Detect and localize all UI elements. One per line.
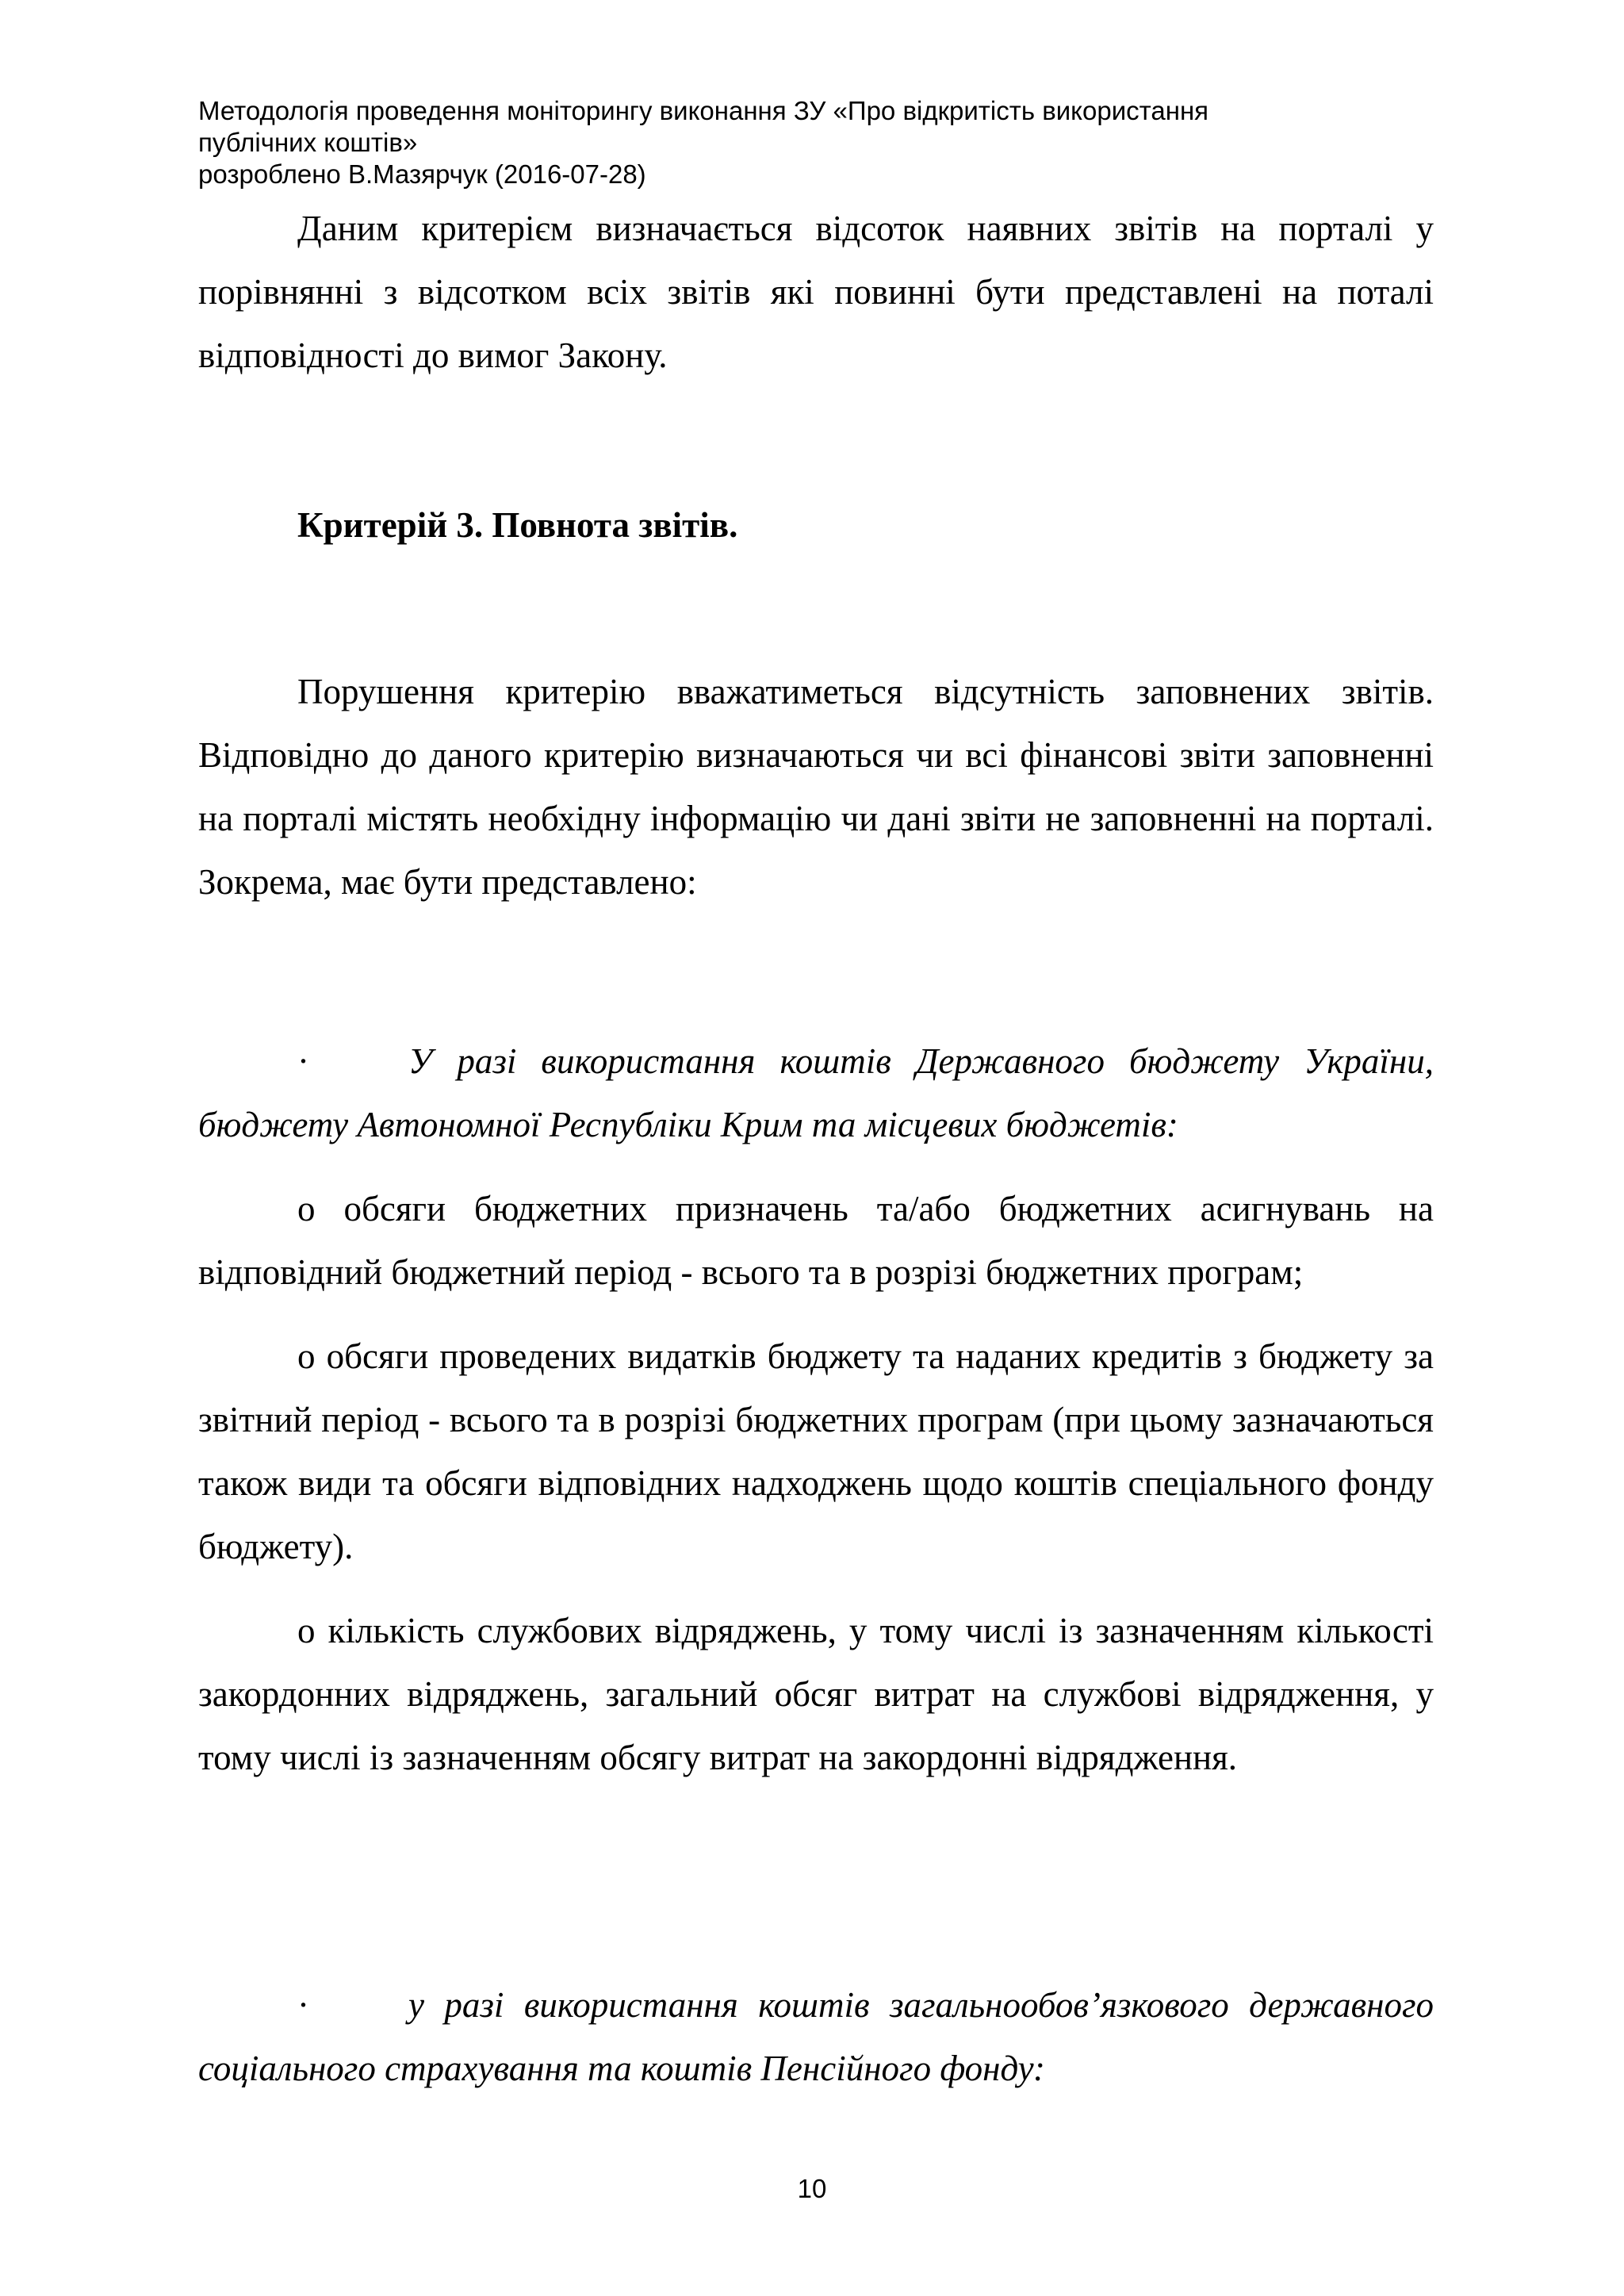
- page-number: 10: [797, 2174, 827, 2203]
- paragraph-criterion-definition: Даним критерієм визначається відсоток наявних звітів на порталі у порівнянні з відсотком всіх звітів які повинні бути представлені на поталі відповідності до вимог Закону.: [198, 209, 1434, 375]
- list-item-business-trips: о кількість службових відряджень, у тому числі із зазначенням кількості закордонних відряджень, загальний обсяг витрат на службові відрядження, у тому числі із зазначенням обсягу витрат на закордонні відрядження.: [198, 1611, 1434, 1777]
- section-heading: Критерій 3. Повнота звітів.: [297, 505, 738, 545]
- bullet-marker: ·: [297, 1041, 309, 1081]
- page-header: [198, 95, 1435, 190]
- list-item-budget-allocations: о обсяги бюджетних призначень та/або бюджетних асигнувань на відповідний бюджетний період - всього та в розрізі бюджетних програм;: [198, 1189, 1434, 1292]
- bullet-text: У разі використання коштів Державного бюджету України, бюджету Автономної Республіки Крим та місцевих бюджетів:: [198, 1041, 1434, 1144]
- header-line-2: публічних коштів»: [198, 128, 418, 157]
- header-line-3: розроблено В.Мазярчук (2016-07-28): [198, 159, 646, 189]
- list-item-budget-expenditures: о обсяги проведених видатків бюджету та наданих кредитів з бюджету за звітний період - всього та в розрізі бюджетних програм (при цьому зазначаються також види та обсяги відповідних надходжень щодо коштів спеціального фонду бюджету).: [198, 1336, 1434, 1566]
- bullet-item-state-budget: [198, 1029, 1434, 1156]
- bullet-marker: ·: [297, 1985, 309, 2025]
- header-line-1: Методологія проведення моніторингу виконання ЗУ «Про відкритість використання: [198, 96, 1209, 125]
- bullet-text: у разі використання коштів загальнообов’язкового державного соціального страхування та коштів Пенсійного фонду:: [198, 1985, 1434, 2088]
- bullet-item-social-insurance: [198, 1973, 1434, 2100]
- paragraph-violation: Порушення критерію вважатиметься відсутність заповнених звітів. Відповідно до даного критерію визначаються чи всі фінансові звіти заповненні на порталі містять необхідну інформацію чи дані звіти не заповненні на порталі. Зокрема, має бути представлено:: [198, 672, 1434, 902]
